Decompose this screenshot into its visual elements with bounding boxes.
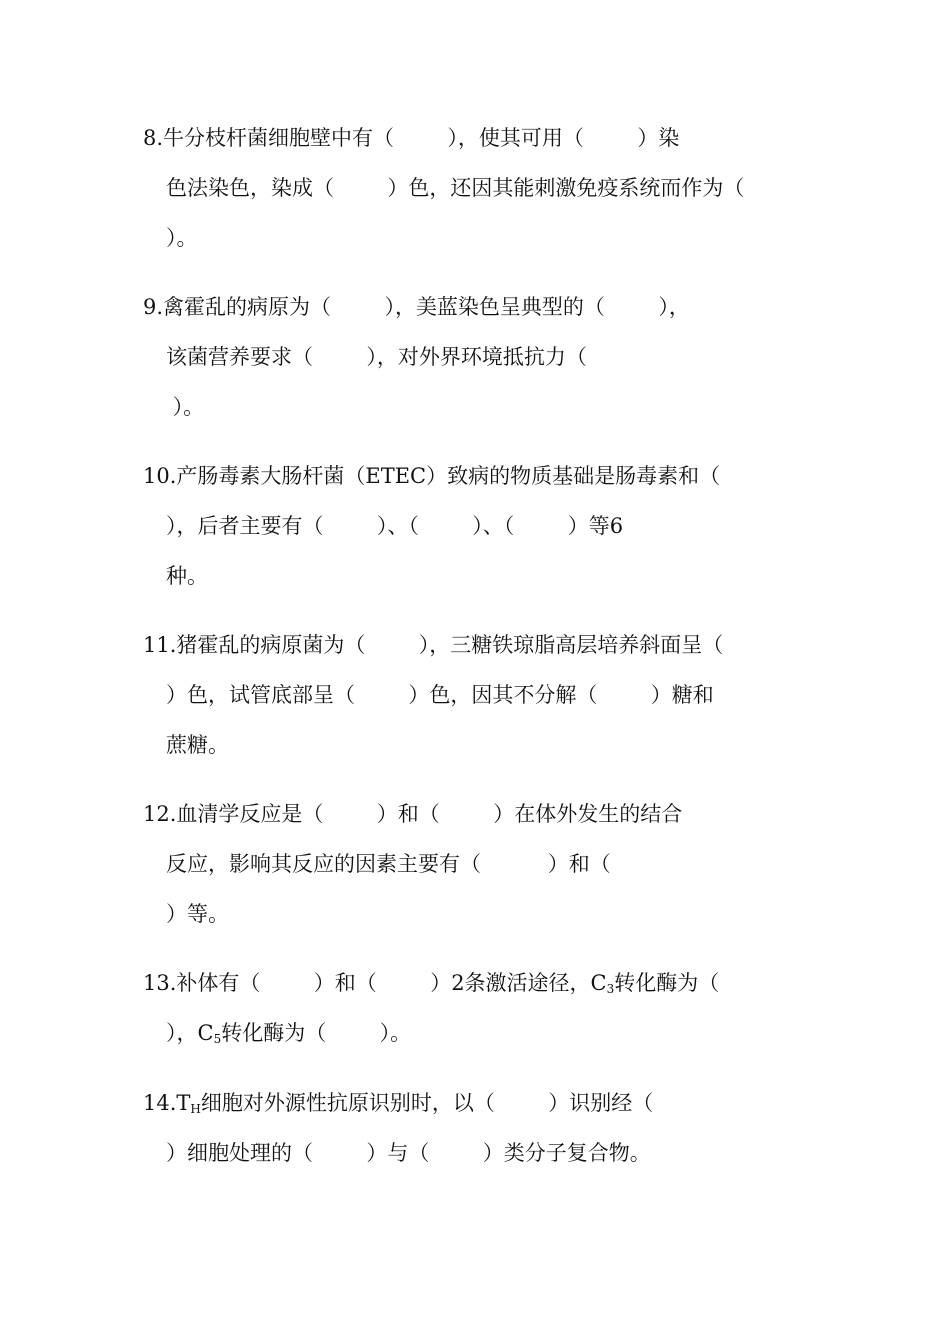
question-12-line-2: 反应，影响其反应的因素主要有（ ）和（ [166,852,611,876]
question-13-line-2 [166,1019,411,1047]
c3-subscript: 3 [606,982,615,996]
question-13-line-2-rest: 转化酶为（ ）。 [221,1021,412,1045]
question-10-line-2: ），后者主要有（ ）、（ ）、（ ）等6 [166,514,624,538]
question-14-line-1-rest: 细胞对外源性抗原识别时，以（ ）识别经（ [200,1091,654,1115]
question-13-line-1-rest: 转化酶为（ [614,971,720,995]
question-9-line-2: 该菌营养要求（ ），对外界环境抵抗力（ [166,345,587,369]
question-14-line-1-text: 14.T [143,1091,191,1115]
question-11-line-3: 蔗糖。 [166,733,229,757]
question-13-line-2-text: ），C [166,1021,214,1045]
question-14-line-2: ）细胞处理的（ ）与（ ）类分子复合物。 [166,1141,651,1165]
question-11-line-2: ）色，试管底部呈（ ）色，因其不分解（ ）糖和 [166,683,714,707]
question-13-line-1 [143,969,719,997]
question-10-line-1: 10.产肠毒素大肠杆菌（ETEC）致病的物质基础是肠毒素和（ [143,464,721,488]
c5-subscript: 5 [213,1032,222,1046]
question-9-line-3: ）。 [166,395,205,419]
th-subscript: H [190,1102,201,1116]
question-14-line-1 [143,1089,653,1117]
question-12-line-3: ）等。 [166,902,229,926]
question-12-line-1: 12.血清学反应是（ ）和（ ）在体外发生的结合 [143,802,683,826]
question-13-line-1-text: 13.补体有（ ）和（ ）2条激活途径，C [143,971,607,995]
question-8-line-1: 8.牛分枝杆菌细胞壁中有（ ），使其可用（ ）染 [143,126,680,150]
question-8-line-2: 色法染色，染成（ ）色，还因其能刺激免疫系统而作为（ [166,176,745,200]
question-11-line-1: 11.猪霍乱的病原菌为（ ），三糖铁琼脂高层培养斜面呈（ [143,633,724,657]
question-8-line-3: ）。 [166,226,198,250]
question-9-line-1: 9.禽霍乱的病原为（ ），美蓝染色呈典型的（ ）， [143,295,690,319]
question-10-line-3: 种。 [166,564,208,588]
